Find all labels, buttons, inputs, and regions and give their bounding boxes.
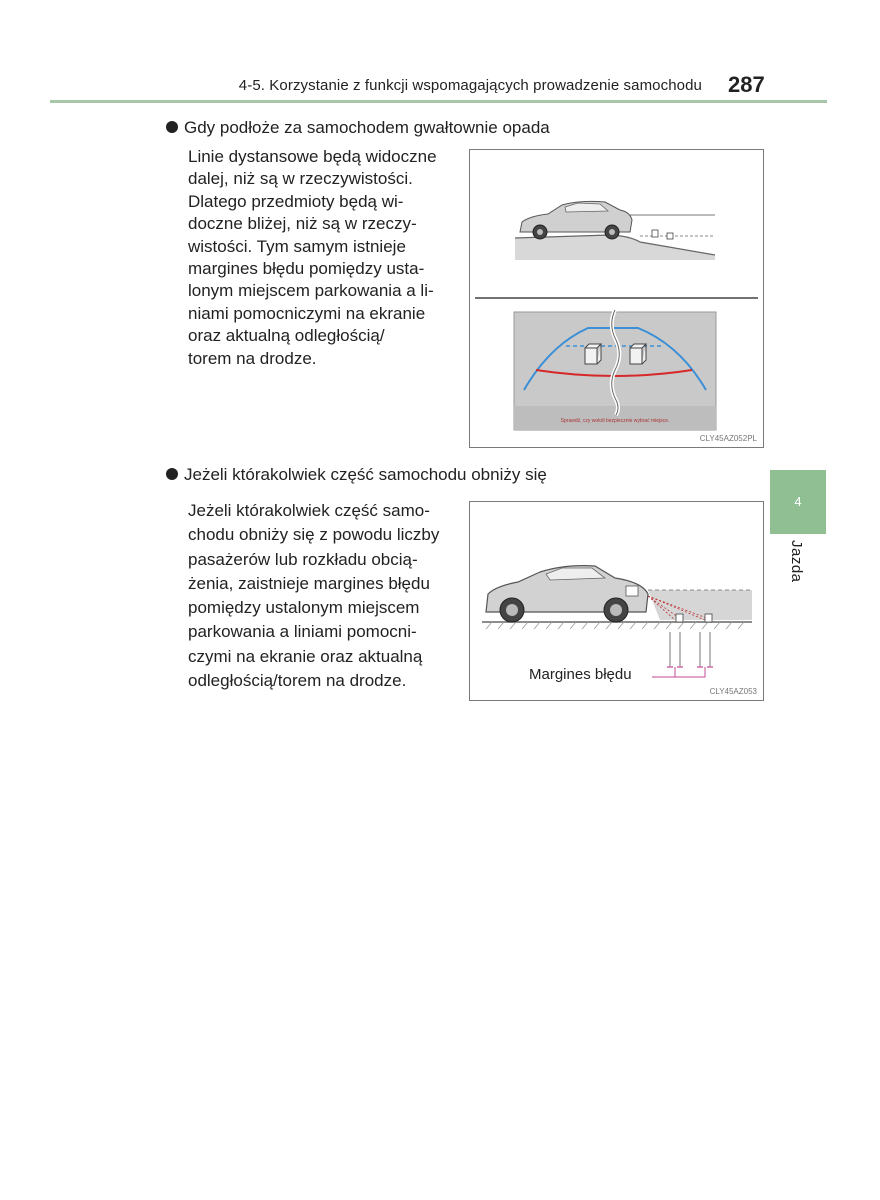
text-line: chodu obniży się z powodu liczby xyxy=(188,525,440,545)
text-line: Jeżeli którakolwiek część samo- xyxy=(188,501,430,520)
car-hub xyxy=(609,229,615,235)
text-line: odległością/torem na drodze. xyxy=(188,671,407,691)
object-marker xyxy=(705,614,712,622)
camera-box xyxy=(626,586,638,596)
text-line: pomiędzy ustalonym miejscem xyxy=(188,598,420,618)
error-arrows xyxy=(670,632,710,667)
text-line: doczne bliżej, niż są w rzeczy- xyxy=(188,214,417,234)
text-line: dalej, niż są w rzeczywistości. xyxy=(188,169,413,189)
figure-slope-camera xyxy=(469,149,764,448)
section2-heading-text: Jeżeli którakolwiek część samochodu obniży się xyxy=(184,465,547,484)
text-line: żenia, zaistnieje margines błędu xyxy=(188,573,430,593)
text-line: lonym miejscem parkowania a li- xyxy=(188,281,434,301)
section1-body xyxy=(188,146,454,370)
bullet-icon xyxy=(166,468,178,480)
ground-hatch xyxy=(486,622,744,629)
text-line: parkowania a liniami pomocni- xyxy=(188,622,417,642)
section-header-title: 4-5. Korzystanie z funkcji wspomagających prowadzenie samochodu xyxy=(238,77,702,94)
object-marker xyxy=(667,233,673,239)
bullet-icon xyxy=(166,121,178,133)
text-line: Dlatego przedmioty będą wi- xyxy=(188,191,404,211)
text-line: Linie dystansowe będą widoczne xyxy=(188,147,437,166)
section2-body xyxy=(188,499,454,693)
car-hub xyxy=(610,604,622,616)
text-line: czymi na ekranie oraz aktualną xyxy=(188,646,423,666)
text-line: oraz aktualną odległością/ xyxy=(188,326,385,346)
section2-heading xyxy=(166,465,547,485)
error-margin-label: Margines błędu xyxy=(529,666,632,683)
chapter-number: 4 xyxy=(794,494,802,509)
chapter-label: Jazda xyxy=(788,540,805,583)
header-rule xyxy=(50,100,827,103)
section1-heading xyxy=(166,118,550,138)
text-line: niami pomocniczymi na ekranie xyxy=(188,303,426,323)
page-number: 287 xyxy=(728,72,765,97)
figure-code: CLY45AZ053 xyxy=(709,687,757,696)
object-marker xyxy=(676,614,683,622)
camera-view-area xyxy=(648,590,752,620)
text-line: margines błędu pomiędzy usta- xyxy=(188,259,425,279)
car-hub xyxy=(506,604,518,616)
text-line: pasażerów lub rozkładu obcią- xyxy=(188,549,418,569)
text-line: torem na drodze. xyxy=(188,348,317,368)
object-marker xyxy=(652,230,658,237)
chapter-tab xyxy=(770,470,826,534)
section1-heading-text: Gdy podłoże za samochodem gwałtownie opada xyxy=(184,118,550,137)
screen-warning-text: Sprawdź, czy wokół bezpiecznie wybrać miejsce. xyxy=(560,418,670,424)
car-hub xyxy=(537,229,543,235)
figure-slope-illustration xyxy=(470,150,763,447)
figure-code: CLY45AZ052PL xyxy=(699,434,757,443)
figure-lowered-car xyxy=(469,501,764,701)
text-line: wistości. Tym samym istnieje xyxy=(188,236,406,256)
error-bracket xyxy=(652,667,705,677)
